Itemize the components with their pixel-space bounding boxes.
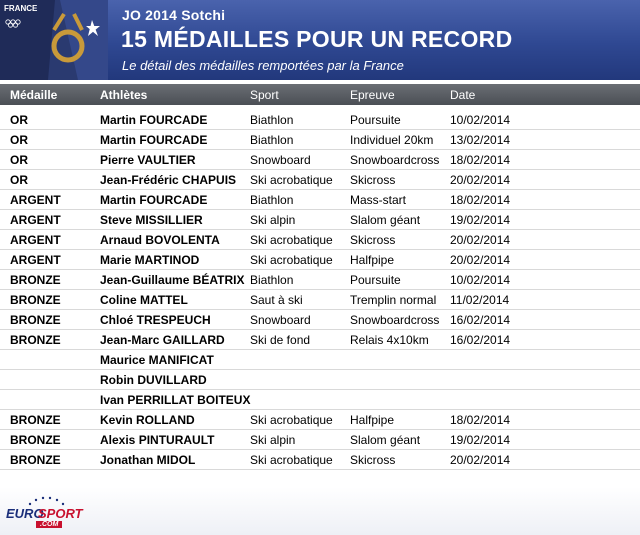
- cell-event: Snowboardcross: [350, 313, 440, 327]
- cell-athlete: Jonathan MIDOL: [100, 453, 196, 467]
- cell-athlete: Coline MATTEL: [100, 293, 188, 307]
- cell-athlete: Robin DUVILLARD: [100, 373, 207, 387]
- cell-date: 18/02/2014: [450, 153, 511, 167]
- column-header-sport: Sport: [250, 88, 279, 102]
- cell-medal: BRONZE: [10, 293, 61, 307]
- photo-jersey-text: FRANCE: [4, 4, 38, 13]
- cell-athlete: Jean-Guillaume BÉATRIX: [100, 273, 245, 287]
- footer-bar: [0, 487, 640, 535]
- cell-event: Halfpipe: [350, 413, 395, 427]
- cell-event: Mass-start: [350, 193, 407, 207]
- logo-com-text: .COM: [36, 521, 62, 528]
- table-row: [0, 170, 640, 190]
- cell-medal: OR: [10, 153, 28, 167]
- header-banner: [0, 0, 640, 80]
- table-row: [0, 430, 640, 450]
- cell-date: 20/02/2014: [450, 233, 511, 247]
- column-header-event: Epreuve: [350, 88, 395, 102]
- cell-athlete: Martin FOURCADE: [100, 113, 208, 127]
- cell-sport: Biathlon: [250, 133, 294, 147]
- cell-sport: Saut à ski: [250, 293, 303, 307]
- cell-medal: BRONZE: [10, 413, 61, 427]
- cell-event: Skicross: [350, 453, 396, 467]
- cell-athlete: Jean-Frédéric CHAPUIS: [100, 173, 237, 187]
- athlete-photo: [0, 0, 108, 80]
- cell-date: 19/02/2014: [450, 213, 511, 227]
- table-row: [0, 350, 640, 370]
- cell-sport: Ski alpin: [250, 433, 296, 447]
- cell-date: 18/02/2014: [450, 193, 511, 207]
- cell-date: 16/02/2014: [450, 333, 511, 347]
- cell-date: 20/02/2014: [450, 173, 511, 187]
- cell-event: Tremplin normal: [350, 293, 437, 307]
- cell-medal: ARGENT: [10, 233, 61, 247]
- cell-event: Skicross: [350, 173, 396, 187]
- column-header-medal: Médaille: [10, 88, 58, 102]
- cell-sport: Biathlon: [250, 273, 294, 287]
- cell-medal: OR: [10, 113, 28, 127]
- cell-event: Slalom géant: [350, 433, 421, 447]
- cell-event: Poursuite: [350, 113, 401, 127]
- cell-medal: ARGENT: [10, 213, 61, 227]
- cell-sport: Ski acrobatique: [250, 233, 333, 247]
- cell-sport: Ski acrobatique: [250, 413, 333, 427]
- cell-medal: OR: [10, 133, 28, 147]
- cell-sport: Snowboard: [250, 153, 311, 167]
- cell-sport: Ski acrobatique: [250, 173, 333, 187]
- table-row: [0, 330, 640, 350]
- table-row: [0, 210, 640, 230]
- cell-event: Halfpipe: [350, 253, 395, 267]
- cell-sport: Ski alpin: [250, 213, 296, 227]
- cell-event: Relais 4x10km: [350, 333, 429, 347]
- cell-sport: Ski acrobatique: [250, 453, 333, 467]
- cell-date: 13/02/2014: [450, 133, 511, 147]
- table-row: [0, 150, 640, 170]
- cell-sport: Ski de fond: [250, 333, 311, 347]
- cell-sport: Ski acrobatique: [250, 253, 333, 267]
- cell-medal: BRONZE: [10, 273, 61, 287]
- cell-date: 16/02/2014: [450, 313, 511, 327]
- cell-event: Snowboardcross: [350, 153, 440, 167]
- logo-sport-text: SPORT: [38, 506, 83, 521]
- cell-medal: OR: [10, 173, 28, 187]
- logo-euro-text: EURO: [6, 506, 44, 521]
- cell-medal: BRONZE: [10, 453, 61, 467]
- table-row: [0, 410, 640, 430]
- cell-athlete: Alexis PINTURAULT: [100, 433, 215, 447]
- cell-athlete: Chloé TRESPEUCH: [100, 313, 211, 327]
- cell-medal: ARGENT: [10, 193, 61, 207]
- cell-event: Poursuite: [350, 273, 401, 287]
- cell-sport: Biathlon: [250, 113, 294, 127]
- cell-date: 20/02/2014: [450, 453, 511, 467]
- table-row: [0, 250, 640, 270]
- cell-sport: Biathlon: [250, 193, 294, 207]
- cell-athlete: Arnaud BOVOLENTA: [100, 233, 220, 247]
- cell-event: Individuel 20km: [350, 133, 434, 147]
- cell-event: Slalom géant: [350, 213, 421, 227]
- eurosport-logo: [6, 494, 83, 530]
- table-row: [0, 370, 640, 390]
- cell-athlete: Steve MISSILLIER: [100, 213, 203, 227]
- table-row: [0, 390, 640, 410]
- cell-date: 20/02/2014: [450, 253, 511, 267]
- table-row: [0, 110, 640, 130]
- table-row: [0, 290, 640, 310]
- cell-event: Skicross: [350, 233, 396, 247]
- cell-date: 10/02/2014: [450, 113, 511, 127]
- cell-date: 10/02/2014: [450, 273, 511, 287]
- cell-athlete: Marie MARTINOD: [100, 253, 200, 267]
- table-row: [0, 230, 640, 250]
- page-title: 15 MÉDAILLES POUR UN RECORD: [121, 26, 513, 52]
- cell-athlete: Ivan PERRILLAT BOITEUX: [100, 393, 251, 407]
- table-row: [0, 310, 640, 330]
- cell-athlete: Maurice MANIFICAT: [100, 353, 214, 367]
- cell-medal: BRONZE: [10, 433, 61, 447]
- table-row: [0, 130, 640, 150]
- cell-medal: ARGENT: [10, 253, 61, 267]
- column-header-athlete: Athlètes: [100, 88, 148, 102]
- column-header-bar: [0, 84, 640, 105]
- table-row: [0, 270, 640, 290]
- kicker-text: JO 2014 Sotchi: [122, 7, 226, 23]
- page-subtitle: Le détail des médailles remportées par la France: [122, 58, 404, 73]
- cell-sport: Snowboard: [250, 313, 311, 327]
- cell-medal: BRONZE: [10, 333, 61, 347]
- medal-table: [0, 110, 640, 470]
- table-row: [0, 190, 640, 210]
- table-row: [0, 450, 640, 470]
- cell-date: 11/02/2014: [450, 293, 510, 307]
- cell-date: 19/02/2014: [450, 433, 511, 447]
- cell-athlete: Pierre VAULTIER: [100, 153, 196, 167]
- cell-date: 18/02/2014: [450, 413, 511, 427]
- cell-athlete: Jean-Marc GAILLARD: [100, 333, 225, 347]
- cell-athlete: Martin FOURCADE: [100, 193, 208, 207]
- cell-medal: BRONZE: [10, 313, 61, 327]
- column-header-date: Date: [450, 88, 476, 102]
- cell-athlete: Martin FOURCADE: [100, 133, 208, 147]
- cell-athlete: Kevin ROLLAND: [100, 413, 195, 427]
